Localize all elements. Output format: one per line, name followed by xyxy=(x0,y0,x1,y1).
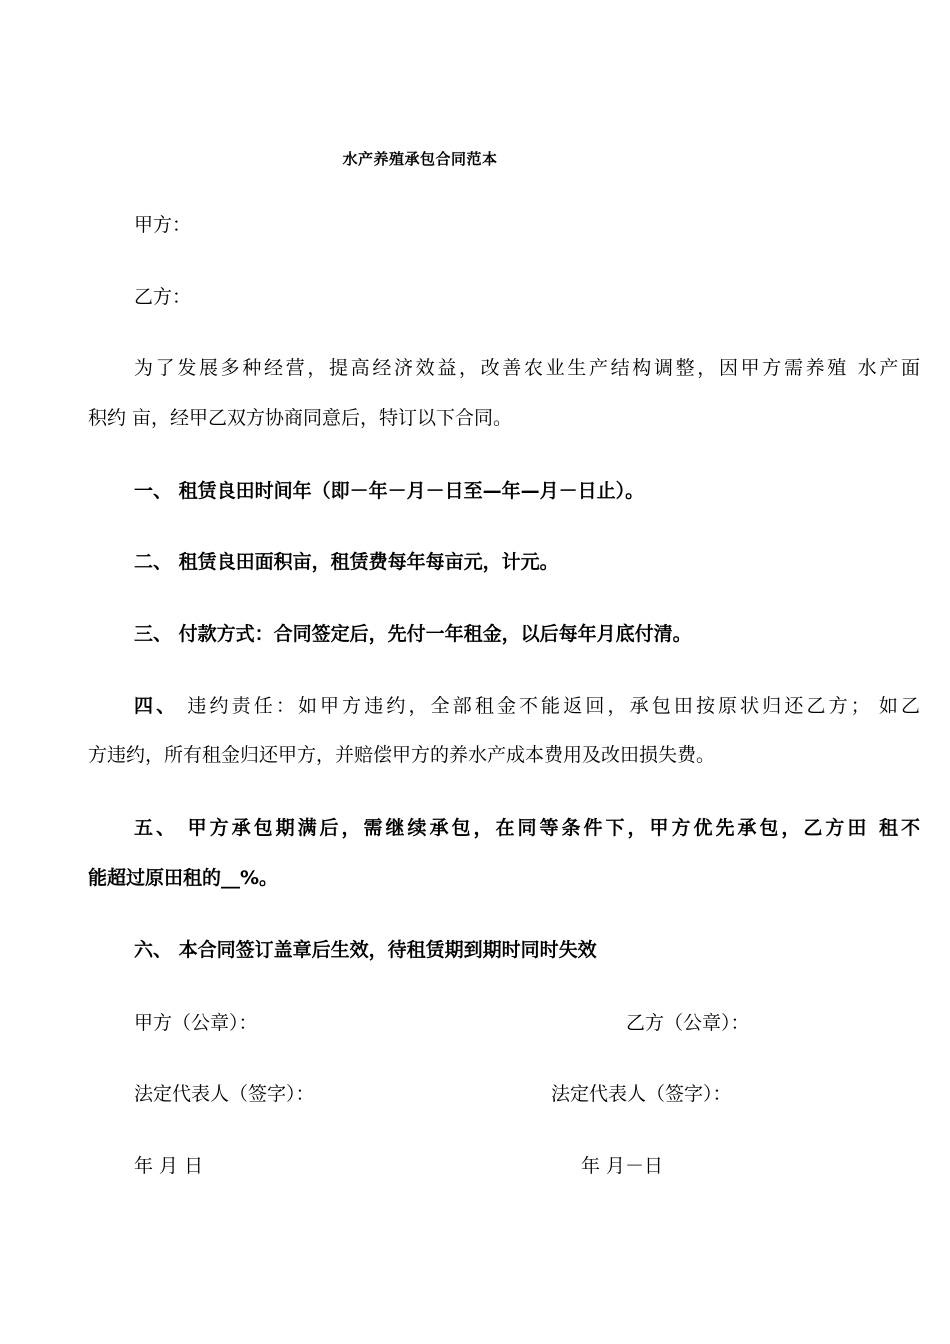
document-title: 水产养殖承包合同范本 xyxy=(342,150,498,168)
party-a-representative-label: 法定代表人（签字）： xyxy=(134,1083,315,1105)
party-a-seal-label: 甲方（公章）： xyxy=(134,1012,258,1034)
clause-4-text: 违约责任：如甲方违约，全部租金不能返回，承包田按原状归还乙方； 如乙 xyxy=(178,695,920,717)
clause-4-number: 四、 xyxy=(134,695,179,717)
clause-4-line1 xyxy=(88,693,920,719)
party-b-representative-label: 法定代表人（签字）： xyxy=(551,1083,732,1105)
party-a-label: 甲方： xyxy=(134,214,192,236)
clause-5-line2: 能超过原田租的__%。 xyxy=(88,867,279,889)
party-b-label: 乙方： xyxy=(134,286,192,308)
party-a-date: 年 月 日 xyxy=(134,1155,204,1177)
clause-1: 一、 租赁良田时间年（即－年－月－日至—年—月－日止）。 xyxy=(134,480,645,502)
intro-paragraph-line2: 积约 亩，经甲乙双方协商同意后，特订以下合同。 xyxy=(88,407,513,429)
intro-paragraph-line1: 为了发展多种经营，提高经济效益，改善农业生产结构调整，因甲方需养殖 水产面 xyxy=(134,357,920,379)
clause-5-line1: 五、 甲方承包期满后，需继续承包，在同等条件下，甲方优先承包，乙方田 租不 xyxy=(134,817,920,839)
party-b-seal-label: 乙方（公章）： xyxy=(626,1012,750,1034)
clause-3: 三、 付款方式：合同签定后，先付一年租金，以后每年月底付清。 xyxy=(134,623,692,645)
clause-6: 六、 本合同签订盖章后生效，待租赁期到期时同时失效 xyxy=(134,939,597,961)
clause-2: 二、 租赁良田面积亩，租赁费每年每亩元，计元。 xyxy=(134,551,559,573)
party-b-date: 年 月－日 xyxy=(581,1155,664,1177)
clause-4-line2: 方违约，所有租金归还甲方，并赔偿甲方的养水产成本费用及改田损失费。 xyxy=(88,744,716,766)
